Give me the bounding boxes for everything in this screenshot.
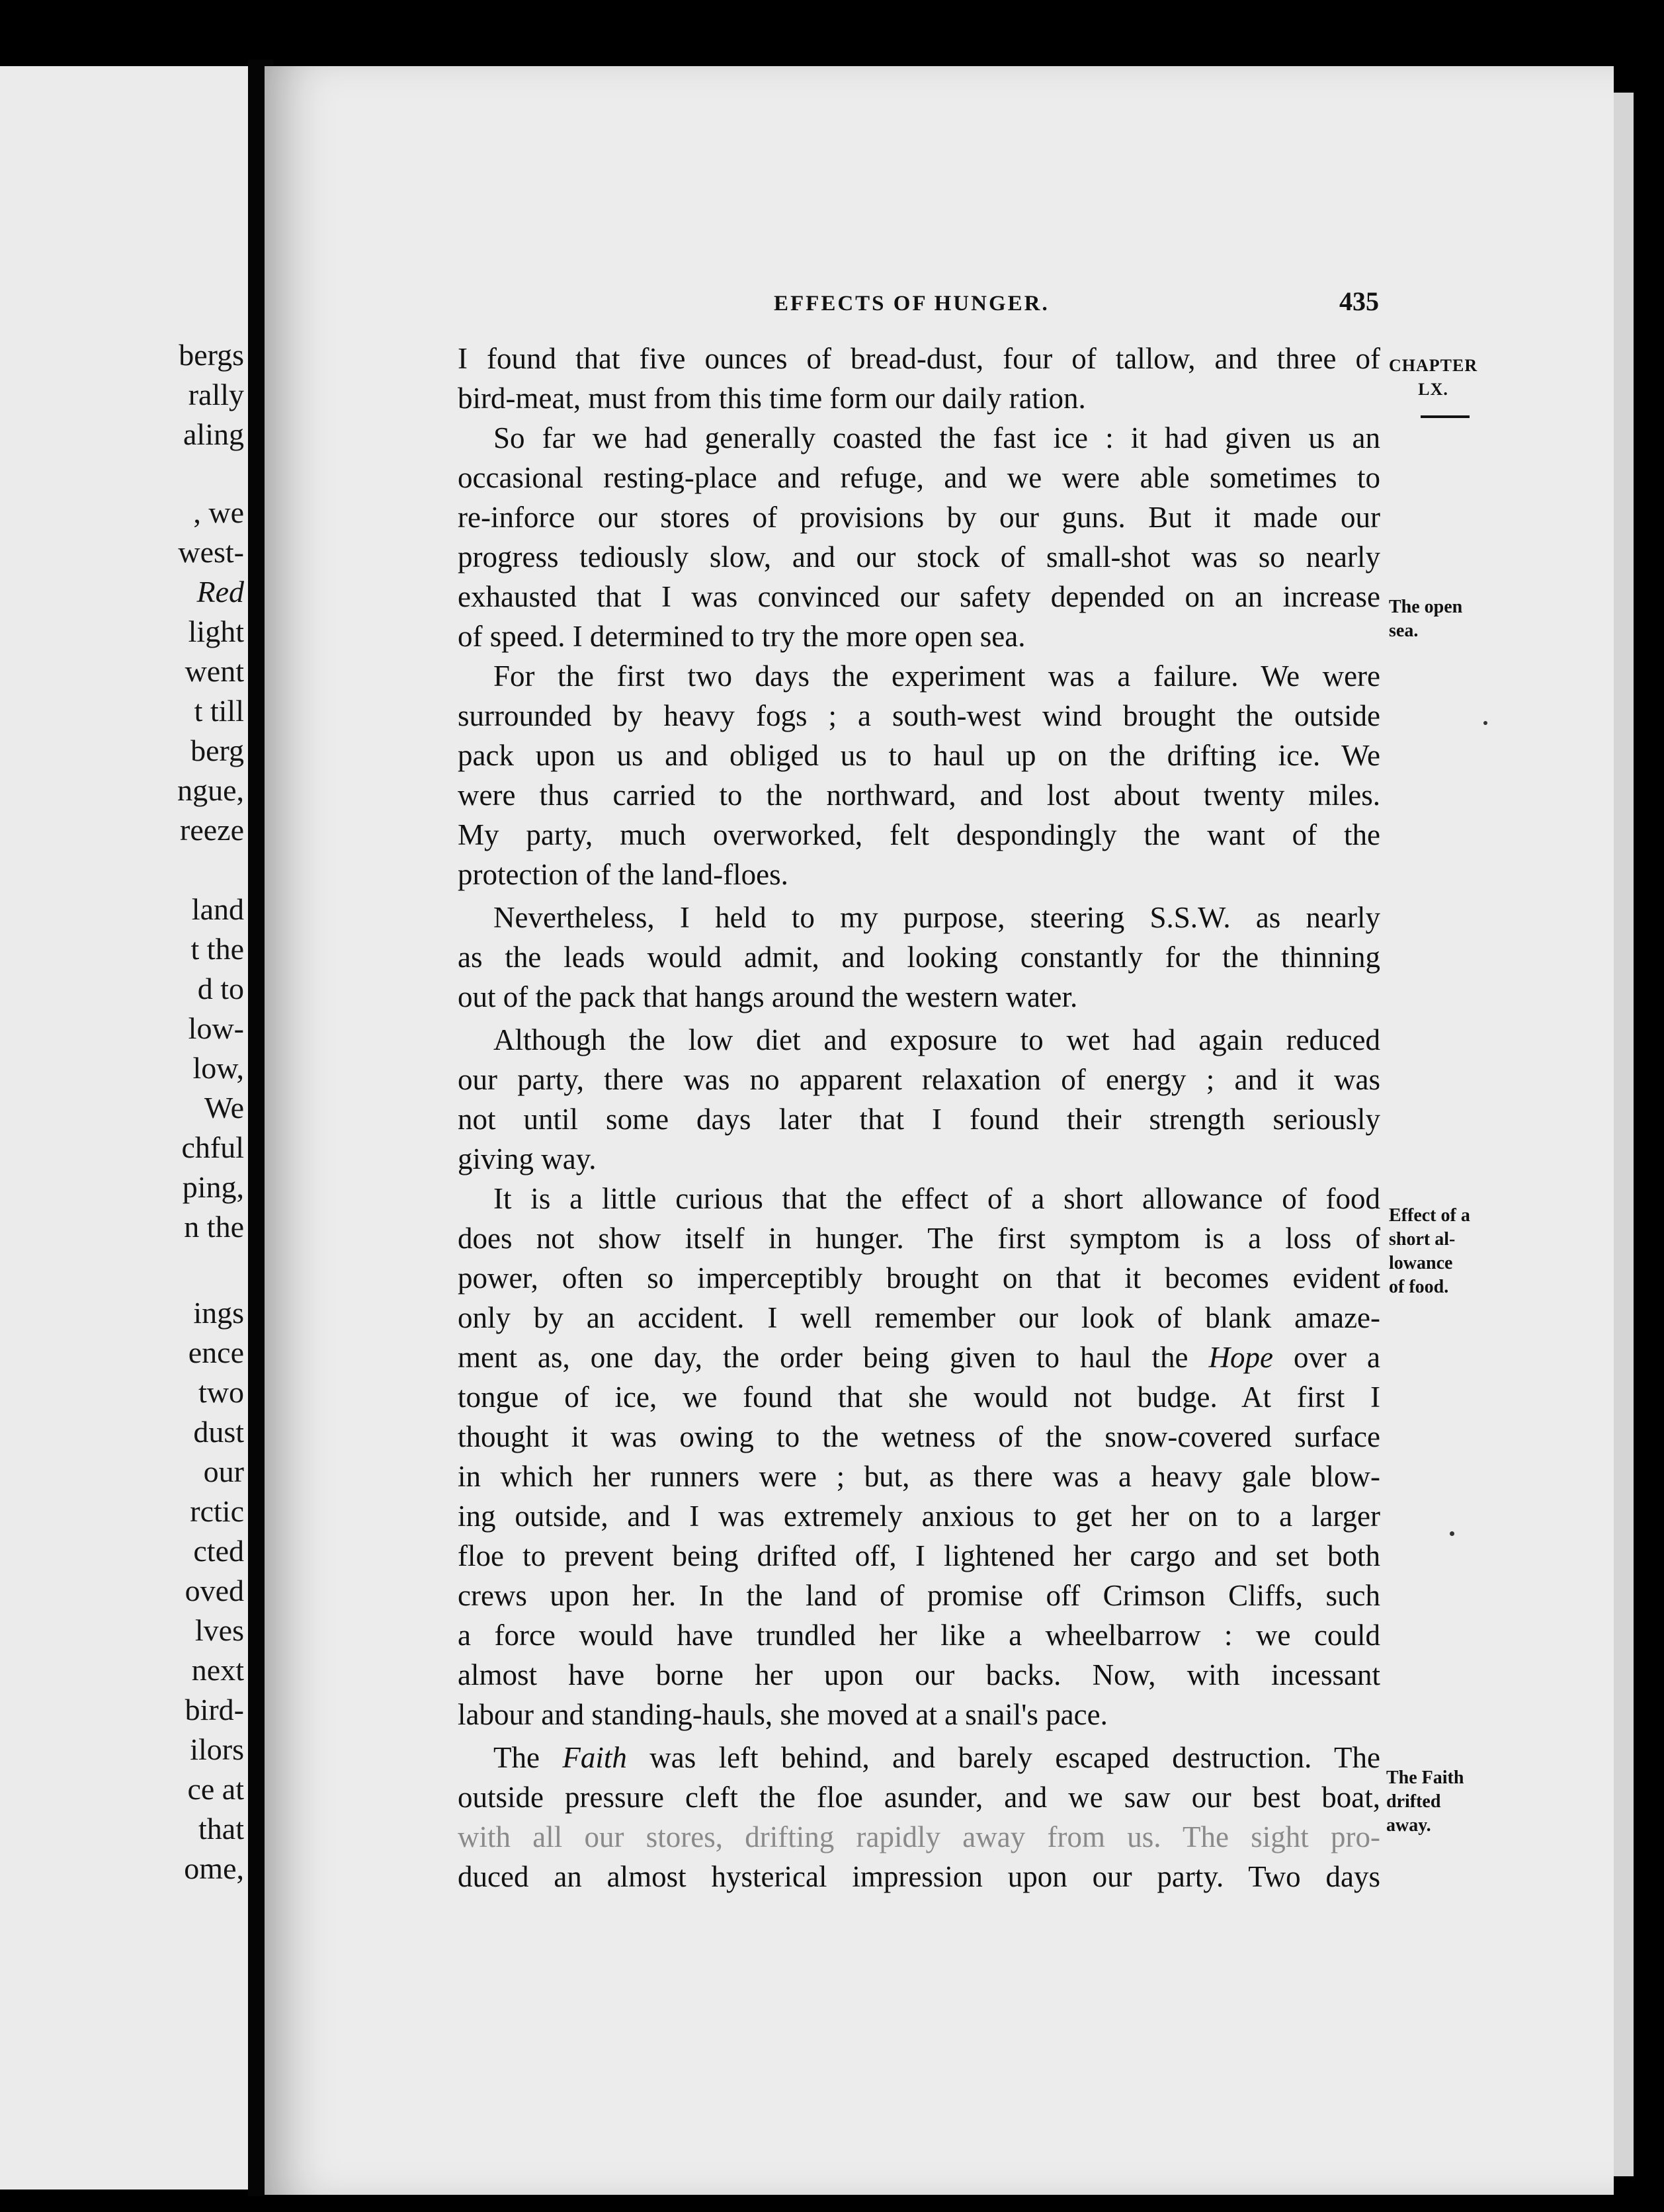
fragment: ome, [184, 1851, 244, 1885]
text-line: ing outside, and I was extremely anxious to get her on to a larger [458, 1500, 1380, 1533]
fragment: lves [194, 1613, 244, 1647]
fragment: ping, [182, 1170, 244, 1204]
fragment: next [191, 1653, 244, 1687]
text-line: our party, there was no apparent relaxation of energy ; and it was [458, 1063, 1380, 1096]
fragment: bergs [179, 338, 244, 372]
fragment: Red [196, 575, 244, 609]
text-line: giving way. [458, 1142, 597, 1175]
page-edge [1614, 93, 1634, 2176]
text-line: of speed. I determined to try the more open sea. [458, 620, 1026, 653]
fragment: n the [184, 1210, 244, 1244]
fragment: ilors [190, 1732, 244, 1766]
text-line: only by an accident. I well remember our look of blank amaze- [458, 1301, 1380, 1334]
boat-name-hope: Hope [1208, 1341, 1274, 1374]
text-line: floe to prevent being drifted off, I lightened her cargo and set both [458, 1539, 1380, 1572]
fragment: west- [178, 535, 244, 569]
fragment: ce at [187, 1772, 244, 1806]
text-segment: The [493, 1741, 563, 1774]
running-head [774, 286, 1379, 319]
fragment: reeze [180, 813, 244, 847]
text-segment: was left behind, and barely escaped destruction. The [626, 1741, 1380, 1774]
text-line: outside pressure cleft the floe asunder, and we saw our best boat, [458, 1781, 1380, 1814]
fragment: rctic [190, 1494, 244, 1528]
running-head-title: EFFECTS OF HUNGER. [774, 292, 1050, 316]
text-line: So far we had generally coasted the fast ice : it had given us an [493, 421, 1380, 454]
text-line [458, 1338, 1380, 1377]
text-line: not until some days later that I found their strength seriously [458, 1103, 1380, 1136]
fragment: cted [193, 1534, 244, 1568]
side-note-chapter: CHAPTER LX. [1389, 356, 1478, 399]
ink-speck [1450, 1531, 1454, 1536]
side-note-open-sea: The open sea. [1389, 597, 1463, 641]
text-line: Nevertheless, I held to my purpose, steering S.S.W. as nearly [493, 901, 1380, 934]
text-segment: ment as, one day, the order being given to haul the [458, 1341, 1209, 1374]
text-line: were thus carried to the northward, and lost about twenty miles. [458, 779, 1380, 812]
text-line: with all our stores, drifting rapidly away from us. The sight pro- [458, 1820, 1380, 1853]
fragment: berg [190, 734, 244, 767]
fragment: ence [188, 1336, 244, 1369]
side-note-hunger: Effect of a short al- lowance of food. [1389, 1205, 1470, 1297]
text-line: duced an almost hysterical impression upon our party. Two days [458, 1860, 1380, 1893]
text-line: re-inforce our stores of provisions by our guns. But it made our [458, 501, 1380, 534]
text-line: in which her runners were ; but, as there was a heavy gale blow- [458, 1460, 1380, 1493]
fragment: aling [183, 417, 244, 451]
chapter-rule [1421, 415, 1470, 418]
text-line: out of the pack that hangs around the western water. [458, 980, 1078, 1013]
text-line: as the leads would admit, and looking constantly for the thinning [458, 941, 1380, 974]
fragment: We [204, 1091, 244, 1125]
fragment: light [188, 615, 244, 648]
text-line: does not show itself in hunger. The first symptom is a loss of [458, 1222, 1380, 1255]
text-line: pack upon us and obliged us to haul up on the drifting ice. We [458, 739, 1380, 772]
fragment: d to [197, 972, 244, 1005]
fragment: bird- [185, 1693, 244, 1726]
fragment: t the [190, 932, 244, 966]
fragment: two [198, 1375, 244, 1409]
fragment: dust [193, 1415, 244, 1449]
fragment: low, [192, 1051, 244, 1085]
left-facing-page [0, 66, 248, 2190]
text-line: almost have borne her upon our backs. Now, with incessant [458, 1658, 1380, 1691]
text-line: labour and standing-hauls, she moved at a snail's pace. [458, 1698, 1108, 1731]
fragment: ngue, [177, 773, 244, 807]
fragment: land [191, 892, 244, 926]
boat-name-faith: Faith [562, 1741, 627, 1774]
fragment: oved [185, 1574, 244, 1607]
ink-speck [1483, 721, 1487, 725]
text-line: I found that five ounces of bread-dust, four of tallow, and three of [458, 342, 1380, 375]
text-line: surrounded by heavy fogs ; a south-west wind brought the outside [458, 699, 1380, 732]
text-segment: over a [1273, 1341, 1381, 1374]
text-line: a force would have trundled her like a wheelbarrow : we could [458, 1619, 1380, 1652]
text-line: thought it was owing to the wetness of the snow-covered surface [458, 1420, 1380, 1453]
text-line: It is a little curious that the effect of a short allowance of food [493, 1182, 1380, 1215]
fragment: ings [193, 1296, 244, 1330]
text-line: tongue of ice, we found that she would not budge. At first I [458, 1381, 1380, 1414]
fragment: that [198, 1812, 244, 1846]
text-line: protection of the land-floes. [458, 858, 788, 891]
text-line: exhausted that I was convinced our safety depended on an increase [458, 580, 1380, 613]
page-number: 435 [1339, 286, 1379, 316]
side-note-faith: The Faith drifted away. [1386, 1767, 1464, 1836]
fragment: went [185, 654, 244, 688]
fragment: rally [188, 378, 244, 411]
text-line: Although the low diet and exposure to wet had again reduced [493, 1023, 1380, 1056]
text-line: crews upon her. In the land of promise off Crimson Cliffs, such [458, 1579, 1380, 1612]
fragment: chful [181, 1130, 244, 1164]
fragment: t till [194, 694, 244, 728]
fragment: our [203, 1455, 244, 1488]
fragment: low- [188, 1011, 244, 1045]
text-line: power, often so imperceptibly brought on that it becomes evident [458, 1261, 1380, 1295]
text-line: My party, much overworked, felt despondingly the want of the [458, 818, 1380, 851]
text-line: bird-meat, must from this time form our daily ration. [458, 382, 1086, 415]
text-line [493, 1738, 1380, 1777]
text-line: progress tediously slow, and our stock of small-shot was so nearly [458, 540, 1380, 574]
text-line: occasional resting-place and refuge, and we were able sometimes to [458, 461, 1380, 494]
text-line: For the first two days the experiment was a failure. We were [493, 659, 1380, 693]
fragment: , we [193, 495, 244, 529]
